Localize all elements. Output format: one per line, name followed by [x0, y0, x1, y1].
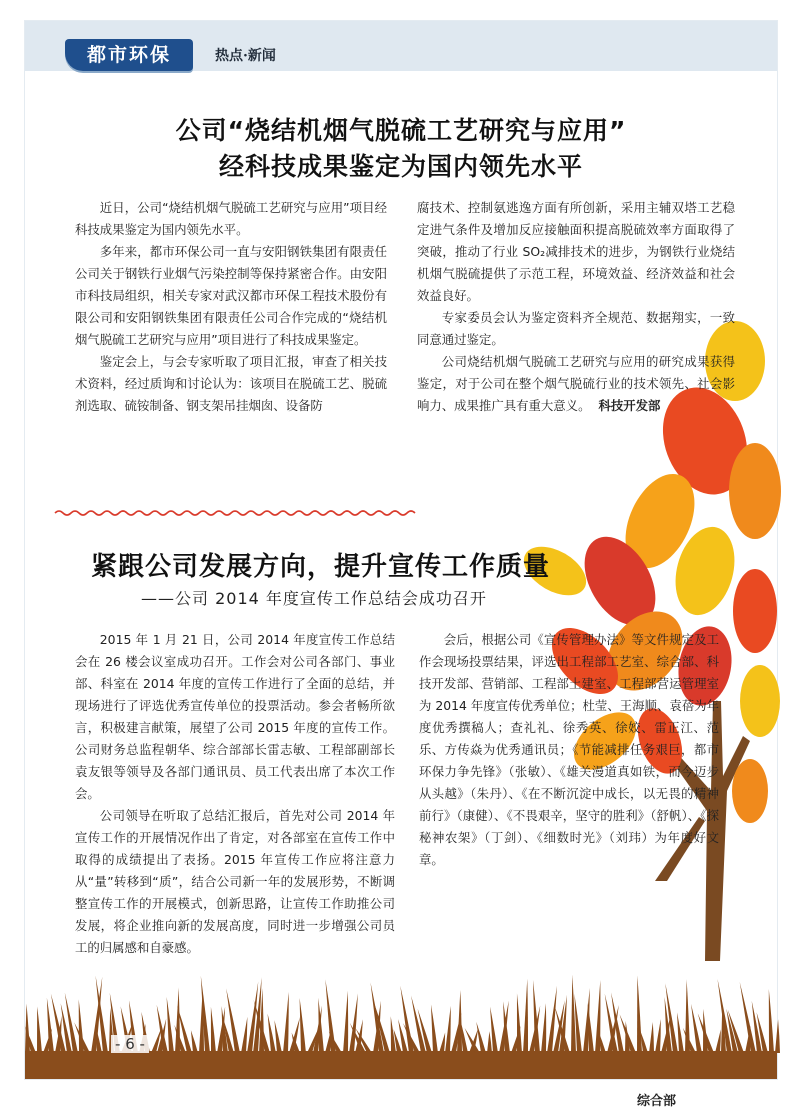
- article2-paragraph: 2015 年 1 月 21 日，公司 2014 年度宣传工作总结会在 26 楼会议室成功召开。工作会对公司各部门、事业部、科室在 2014 年度的宣传工作进行了全面的总结，并现场进行了评选优秀宣传单位的投票活动。参会者畅所欲言，积极建言献策，展望了公司 2015 年度的宣传工作。公司财务总监程朝华、综合部部长雷志敏、工程部副部长袁友银等领导及各部门通讯员、员工代表出席了本次工作会。: [75, 632, 395, 801]
- grass-blade: [191, 1030, 198, 1053]
- article1-closing-text: 公司烧结机烟气脱硫工艺研究与应用的研究成果获得鉴定，对于公司在整个烟气脱硫行业的技术领先、社会影响力、成果推广具有重大意义。: [417, 354, 735, 413]
- article1-paragraph-last: [417, 351, 735, 417]
- article2-left-column: [75, 629, 395, 959]
- article2-signature: 综合部: [637, 1094, 677, 1109]
- article1-paragraph-continued: 腐技术、控制氨逃逸方面有所创新，采用主辅双塔工艺稳定进气条件及增加反应接触面积提高脱硫效率方面取得了突破，推动了行业 SO₂减排技术的进步，为钢铁行业烧结机烟气脱硫提供了示范工程，环境效益、经济效益和社会效益良好。: [417, 200, 735, 303]
- grass-blade: [517, 993, 522, 1053]
- article2-subtitle: ——公司 2014 年度宣传工作总结会成功召开: [141, 589, 487, 608]
- article1-paragraph: 多年来，都市环保公司一直与安阳钢铁集团有限责任公司关于钢铁行业烟气污染控制等保持紧密合作。由安阳市科技局组织，相关专家对武汉都市环保工程技术股份有限公司和安阳钢铁集团有限责任公司合作完成的“烧结机烟气脱硫工艺研究与应用”项目进行了科技成果鉴定。: [75, 244, 387, 347]
- grass-blade: [541, 1003, 546, 1053]
- grass-blade: [715, 1029, 721, 1053]
- grass-blade: [775, 1019, 780, 1053]
- grass-blade: [655, 1019, 661, 1053]
- grass-blade: [523, 979, 528, 1053]
- grass-blade: [37, 1006, 42, 1053]
- grass-blade: [769, 989, 774, 1053]
- grass-blade: [211, 1007, 216, 1053]
- article2-title: 紧跟公司发展方向，提升宣传工作质量: [91, 552, 551, 582]
- grass-blade: [677, 1012, 684, 1053]
- header-band: [25, 21, 777, 71]
- page-number: - 6 -: [111, 1035, 149, 1053]
- grass-blade: [343, 991, 348, 1053]
- grass-blade: [637, 975, 642, 1053]
- article1-title-line2: 经科技成果鉴定为国内领先水平: [218, 152, 583, 181]
- grass-blade: [274, 1020, 282, 1053]
- grass-blade: [457, 990, 462, 1053]
- grass-blade: [318, 998, 324, 1053]
- dashed-separator: [55, 509, 415, 517]
- grass-blade: [571, 975, 576, 1053]
- section-label: 热点·新闻: [215, 48, 276, 64]
- grass-blade: [283, 992, 289, 1053]
- article2-paragraph: 公司领导在听取了总结汇报后，首先对公司 2014 年宣传工作的开展情况作出了肯定，对各部室在宣传工作中取得的成绩提出了表扬。2015 年宣传工作应将注意力从“量”转移到“质”，结合公司新一年的发展形势，不断调整宣传工作的开展模式，创新思路，让宣传工作助推公司发展，将企业推向新的发展高度，同时进一步增强公司员工的归属感和自豪感。: [75, 808, 395, 955]
- article1-paragraph: 专家委员会认为鉴定资料齐全规范、数据翔实，一致同意通过鉴定。: [417, 310, 735, 347]
- article2-paragraph: 会后，根据公司《宣传管理办法》等文件规定及工作会现场投票结果，评选出工程部工艺室、综合部、科技开发部、营销部、工程部土建室、工程部营运管理室为 2014 年度宣传优秀单位；杜莹、王海顺、袁蓓为年度优秀撰稿人；查礼礼、徐秀英、徐姣、雷正江、范乐、方传焱为优秀通讯员；《节能减排任务艰巨，都市环保力争先锋》（张敏）、《雄关漫道真如铁，而今迈步从头越》（朱丹）、《在不断沉淀中成长，以无畏的精神前行》（康健）、《不畏艰辛，坚守的胜利》（舒帆）、《探秘神农架》（丁剑）、《细数时光》（刘玮）为年度好文章。: [419, 632, 719, 867]
- article1-title-line1: 公司“烧结机烟气脱硫工艺研究与应用”: [175, 116, 627, 145]
- grass-blade: [439, 1032, 445, 1053]
- grass-blade: [649, 1022, 654, 1053]
- article2-right-column: [419, 629, 719, 1109]
- grass-blade: [157, 1005, 168, 1053]
- magazine-logo: 都市环保: [65, 39, 193, 71]
- article1-signature: 科技开发部: [598, 398, 661, 413]
- grass-blade: [241, 1017, 247, 1053]
- grass-blade: [167, 997, 174, 1053]
- grass-blade: [268, 1014, 276, 1053]
- grass-blade: [476, 1022, 486, 1053]
- grass-blade: [588, 1003, 594, 1053]
- article1-right-column: [417, 197, 735, 417]
- article1-paragraph: 鉴定会上，与会专家听取了项目汇报，审查了相关技术资料，经过质询和讨论认为：该项目在脱硫工艺、脱硫剂选取、硫铵制备、钢支架吊挂烟囱、设备防: [75, 354, 387, 413]
- grass-blade: [431, 1004, 438, 1053]
- grass-blade: [300, 998, 306, 1053]
- grass-blade: [445, 1006, 451, 1053]
- grass-blade: [691, 1004, 702, 1053]
- magazine-page: [24, 20, 778, 1109]
- article1-paragraph: 近日，公司“烧结机烟气脱硫工艺研究与应用”项目经科技成果鉴定为国内领先水平。: [75, 200, 387, 237]
- grass-blade: [349, 993, 358, 1053]
- grass-blade: [487, 1031, 492, 1053]
- page-number-value: 6: [125, 1035, 135, 1053]
- grass-border-illustration: [25, 981, 777, 1079]
- article1-left-column: [75, 197, 387, 417]
